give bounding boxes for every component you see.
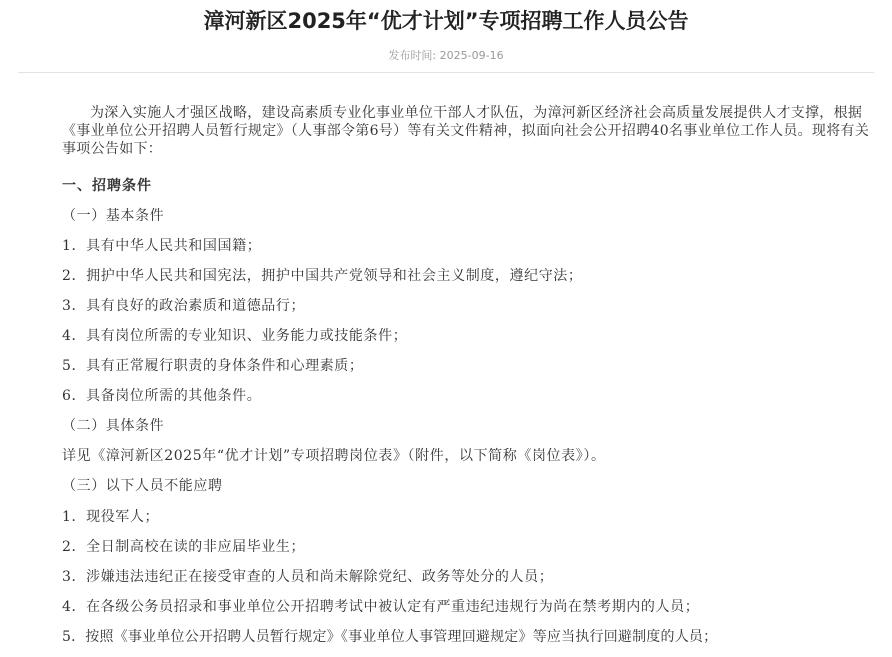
basic-condition-item: 2．拥护中华人民共和国宪法，拥护中国共产党领导和社会主义制度，遵纪守法； <box>62 268 583 284</box>
basic-condition-item: 5．具有正常履行职责的身体条件和心理素质； <box>62 358 364 374</box>
basic-condition-item: 4．具有岗位所需的专业知识、业务能力或技能条件； <box>62 328 408 344</box>
subheading-specific-conditions: （二）具体条件 <box>62 418 165 434</box>
basic-condition-item: 3．具有良好的政治素质和道德品行； <box>62 298 306 314</box>
subheading-ineligible-persons: （三）以下人员不能应聘 <box>62 478 223 494</box>
ineligible-item: 4．在各级公务员招录和事业单位公开招聘考试中被认定有严重违纪违规行为尚在禁考期内的人员； <box>62 599 700 615</box>
publish-date <box>0 48 892 64</box>
basic-condition-item: 6．具备岗位所需的其他条件。 <box>62 388 262 404</box>
subheading-basic-conditions: （一）基本条件 <box>62 208 165 224</box>
publish-date-label: 发布时间: <box>388 49 437 62</box>
intro-paragraph: 为深入实施人才强区战略，建设高素质专业化事业单位干部人才队伍，为漳河新区经济社会高质量发展提供人才支撑，根据《事业单位公开招聘人员暂行规定》（人事部令第6号）等有关文件精神，拟面向社会公开招聘40名事业单位工作人员。现将有关事项公告如下： <box>62 105 870 157</box>
title-divider <box>18 72 874 73</box>
publish-date-value: 2025-09-16 <box>439 49 504 62</box>
ineligible-item: 3．涉嫌违法违纪正在接受审查的人员和尚未解除党纪、政务等处分的人员； <box>62 569 554 585</box>
article-title: 漳河新区2025年“优才计划”专项招聘工作人员公告 <box>203 9 689 33</box>
specific-conditions-text: 详见《漳河新区2025年“优才计划”专项招聘岗位表》（附件，以下简称《岗位表》）。 <box>62 448 606 464</box>
ineligible-item: 5．按照《事业单位公开招聘人员暂行规定》《事业单位人事管理回避规定》等应当执行回避制度的人员； <box>62 629 718 645</box>
ineligible-item: 2．全日制高校在读的非应届毕业生； <box>62 539 306 555</box>
ineligible-item: 1．现役军人； <box>62 509 160 525</box>
section-heading-recruitment-conditions: 一、招聘条件 <box>62 178 152 194</box>
basic-condition-item: 1．具有中华人民共和国国籍； <box>62 238 262 254</box>
